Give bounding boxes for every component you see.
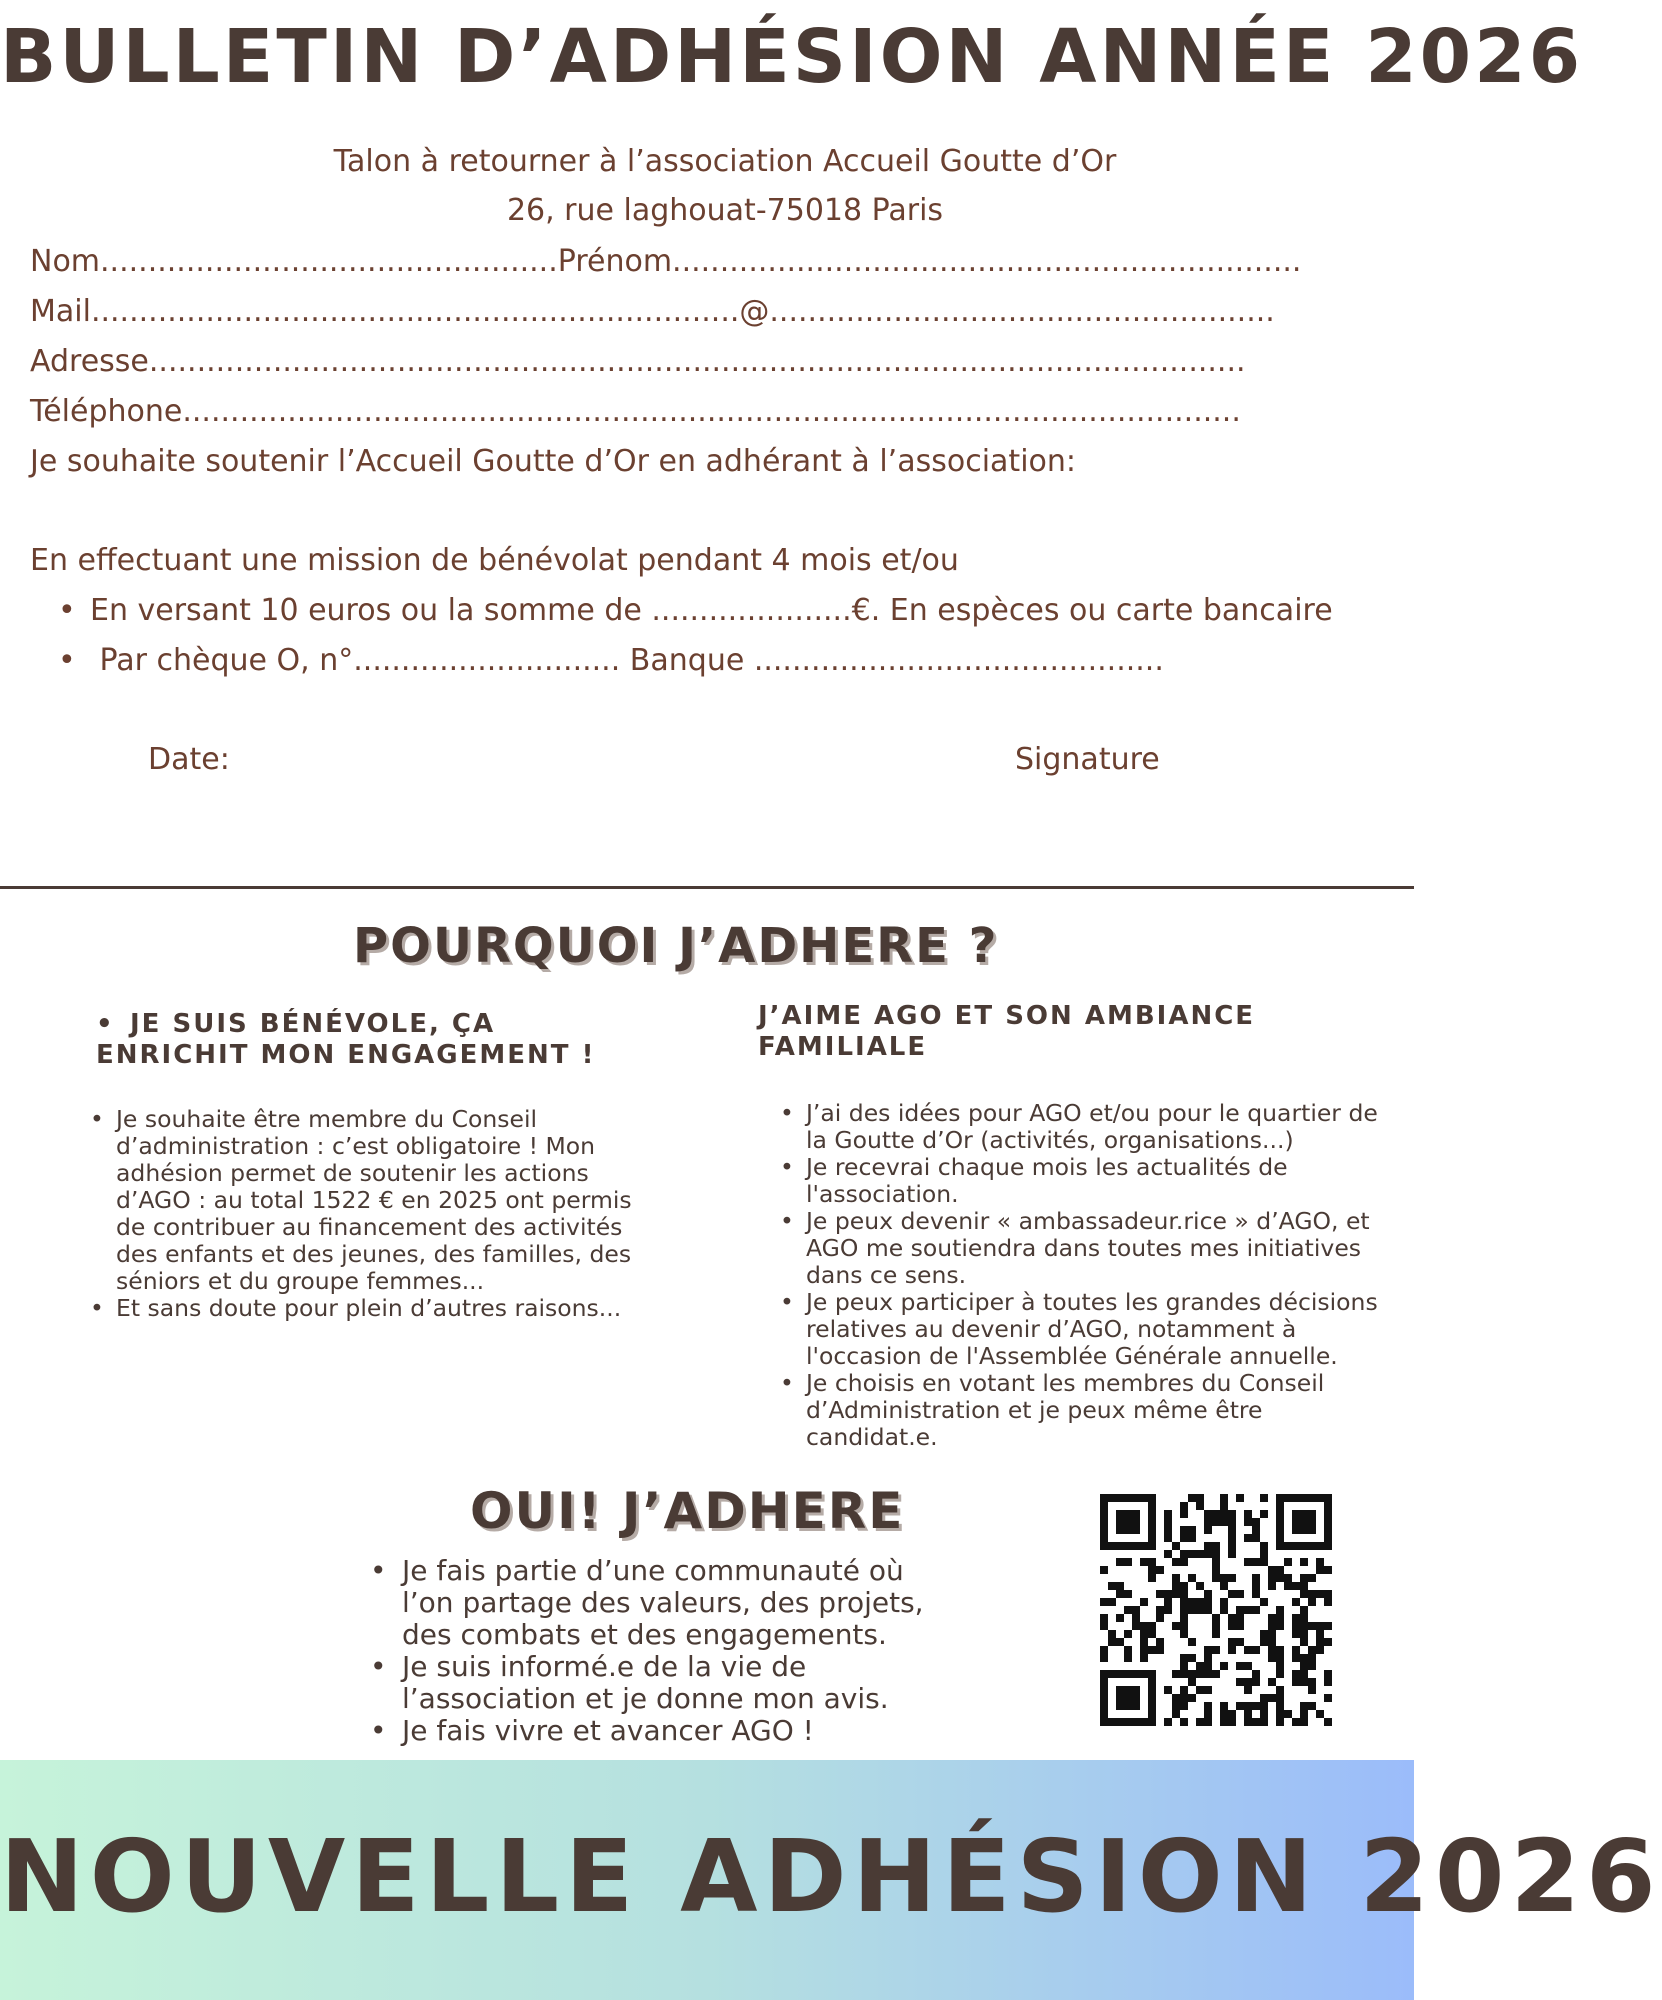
option-versement-text[interactable]: En versant 10 euros ou la somme de .....................€. En espèces ou carte bancaire bbox=[90, 593, 1333, 628]
option-benevolat: En effectuant une mission de bénévolat pendant 4 mois et/ou bbox=[30, 543, 959, 578]
list-item: • Je suis informé.e de la vie de l’association et je donne mon avis. bbox=[364, 1651, 964, 1715]
list-item: • J’ai des idées pour AGO et/ou pour le quartier de la Goutte d’Or (activités, organisations...) bbox=[772, 1100, 1398, 1154]
oui-adhere-title: OUI! J’ADHERE bbox=[470, 1482, 905, 1540]
why-join-title: POURQUOI J’ADHERE ? bbox=[353, 918, 999, 974]
field-mail[interactable]: Mail....................................................................@..................................................... bbox=[30, 294, 1275, 329]
association-address: 26, rue laghouat-75018 Paris bbox=[506, 193, 944, 228]
benevole-heading: JE SUIS BÉNÉVOLE, ÇA ENRICHIT MON ENGAGEMENT ! bbox=[96, 1009, 596, 1070]
support-intro: Je souhaite soutenir l’Accueil Goutte d’Or en adhérant à l’association: bbox=[30, 444, 1077, 479]
list-item: • Je fais partie d’une communauté où l’on partage des valeurs, des projets, des combats et des engagements. bbox=[364, 1555, 964, 1651]
ambiance-heading: J’AIME AGO ET SON AMBIANCE FAMILIALE bbox=[758, 1001, 1256, 1062]
left-reasons-list bbox=[82, 1106, 642, 1322]
list-item: • Je peux participer à toutes les grandes décisions relatives au devenir d’AGO, notamment à l'occasion de l'Assemblée Générale annuelle. bbox=[772, 1289, 1398, 1370]
list-item: • Je fais vivre et avancer AGO ! bbox=[364, 1715, 964, 1747]
page-title: BULLETIN D’ADHÉSION ANNÉE 2026 bbox=[0, 14, 1584, 100]
list-item: • Et sans doute pour plein d’autres raisons... bbox=[82, 1295, 642, 1322]
option-cheque bbox=[58, 643, 1164, 678]
signature-label[interactable]: Signature bbox=[1015, 742, 1160, 777]
left-column-heading: • JE SUIS BÉNÉVOLE, ÇA ENRICHIT MON ENGAGEMENT ! bbox=[96, 1009, 596, 1070]
right-reasons-list bbox=[772, 1100, 1398, 1451]
return-instructions: Talon à retourner à l’association Accueil Goutte d’Or bbox=[333, 144, 1117, 179]
field-telephone[interactable]: Téléphone............................................................................................................... bbox=[30, 394, 1241, 429]
footer-title: NOUVELLE ADHÉSION 2026 bbox=[0, 1818, 1662, 1935]
cut-divider bbox=[0, 886, 1414, 889]
oui-list bbox=[364, 1555, 964, 1747]
field-adresse[interactable]: Adresse................................................................................................................... bbox=[30, 344, 1246, 379]
option-versement bbox=[58, 593, 1333, 628]
list-item: • Je choisis en votant les membres du Conseil d’Administration et je peux même être candidat.e. bbox=[772, 1370, 1398, 1451]
field-nom-prenom[interactable]: Nom................................................Prénom.................................................................. bbox=[30, 244, 1302, 279]
qr-code-icon bbox=[1076, 1478, 1368, 1760]
list-item: • Je peux devenir « ambassadeur.rice » d’AGO, et AGO me soutiendra dans toutes mes initiatives dans ce sens. bbox=[772, 1208, 1398, 1289]
qr-code[interactable] bbox=[1076, 1478, 1368, 1760]
option-cheque-text[interactable]: Par chèque O, n°............................ Banque ........................................... bbox=[90, 643, 1164, 678]
list-item: • Je souhaite être membre du Conseil d’administration : c’est obligatoire ! Mon adhésion permet de soutenir les actions d’AGO : au total 1522 € en 2025 ont permis de contribuer au financement des activités des enfants et des jeunes, des familles, des séniors et du groupe femmes... bbox=[82, 1106, 642, 1295]
date-label[interactable]: Date: bbox=[148, 742, 230, 777]
list-item: • Je recevrai chaque mois les actualités de l'association. bbox=[772, 1154, 1398, 1208]
